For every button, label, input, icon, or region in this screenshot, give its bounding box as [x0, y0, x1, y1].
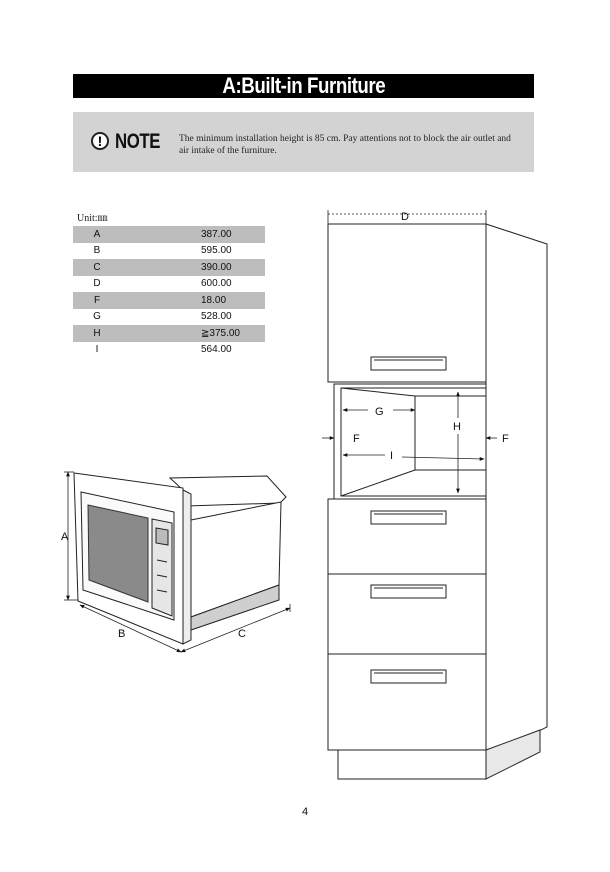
dim-label-i: I [390, 450, 394, 462]
table-row: D 600.00 [93, 278, 232, 290]
microwave-drawing [74, 473, 286, 644]
table-row: G 528.00 [93, 311, 232, 323]
table-row: I 564.00 [95, 344, 232, 356]
table-row: A 387.00 [73, 226, 265, 243]
dim-label-c: C [238, 628, 246, 640]
note-label: NOTE [115, 130, 161, 153]
exclamation-icon: ! [91, 132, 109, 150]
dim-label-g: G [375, 406, 384, 418]
section-title: A:Built-in Furniture [73, 74, 534, 98]
page-number: 4 [301, 806, 309, 818]
dim-label-b: B [118, 628, 126, 640]
dim-label-a: A [61, 531, 69, 543]
table-row: F 18.00 [73, 292, 265, 309]
table-row: H ≧375.00 [73, 325, 265, 342]
unit-label: Unit:㎜ [77, 213, 108, 224]
note-text: The minimum installation height is 85 cm. Pay attentions not to block the air outlet and air intake of the furniture. [179, 134, 511, 156]
dim-label-f-left: F [353, 433, 360, 445]
table-row: B 595.00 [93, 245, 232, 257]
table-row: C 390.00 [73, 259, 265, 276]
dim-label-h: H [453, 421, 461, 433]
dim-label-d: D [401, 211, 409, 223]
dim-label-f-right: F [502, 433, 509, 445]
cabinet-drawing [328, 224, 547, 779]
